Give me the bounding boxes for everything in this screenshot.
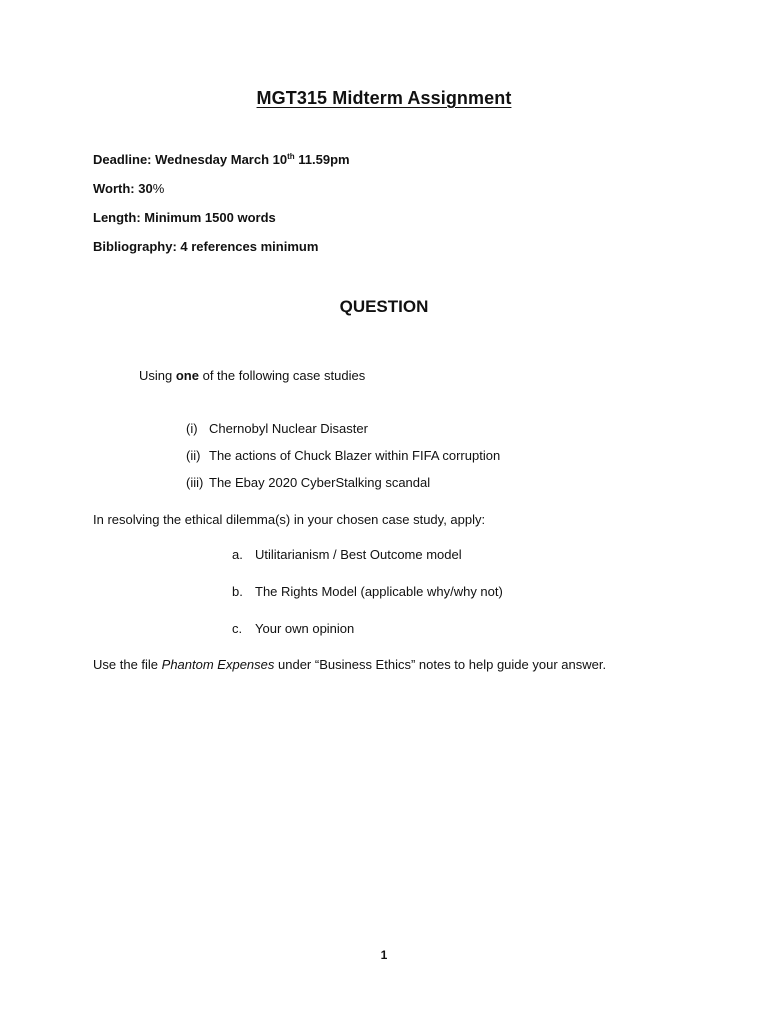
guide-file-name: Phantom Expenses [161,657,275,672]
deadline-line [93,152,350,167]
intro-text [139,368,365,383]
model-text: Utilitarianism / Best Outcome model [255,547,462,562]
model-letter: c. [232,621,243,636]
case-study-text: Chernobyl Nuclear Disaster [209,421,368,436]
deadline-superscript: th [287,152,295,161]
intro-before: Using [139,368,176,383]
case-study-item [186,421,368,436]
intro-emphasis: one [175,368,199,383]
case-study-number: (i) [186,421,198,436]
guide-before: Use the file [93,657,162,672]
guide-after: under “Business Ethics” notes to help guide your answer. [274,657,607,672]
model-item [232,621,354,636]
case-study-number: (iii) [186,475,204,490]
length-line: Length: Minimum 1500 words [93,210,276,225]
case-study-number: (ii) [186,448,201,463]
resolve-text: In resolving the ethical dilemma(s) in your chosen case study, apply: [93,512,486,527]
worth-percent: % [152,181,165,196]
case-study-text: The Ebay 2020 CyberStalking scandal [209,475,431,490]
deadline-time: 11.59pm [294,152,350,167]
intro-after: of the following case studies [198,368,366,383]
worth-line [93,181,164,196]
model-text: Your own opinion [255,621,355,636]
model-text: The Rights Model (applicable why/why not) [255,584,503,599]
model-letter: a. [232,547,243,562]
model-item [232,547,462,562]
case-study-item [186,475,430,490]
page-number: 1 [380,948,388,962]
model-letter: b. [232,584,243,599]
question-heading: QUESTION [339,297,429,316]
case-study-item [186,448,500,463]
document-title: MGT315 Midterm Assignment [256,88,512,108]
case-study-text: The actions of Chuck Blazer within FIFA corruption [209,448,501,463]
worth-label: Worth: 30 [93,181,153,196]
model-item [232,584,503,599]
deadline-label: Deadline: Wednesday March 10 [93,152,288,167]
guide-text [93,657,606,672]
bibliography-line: Bibliography: 4 references minimum [93,239,319,254]
